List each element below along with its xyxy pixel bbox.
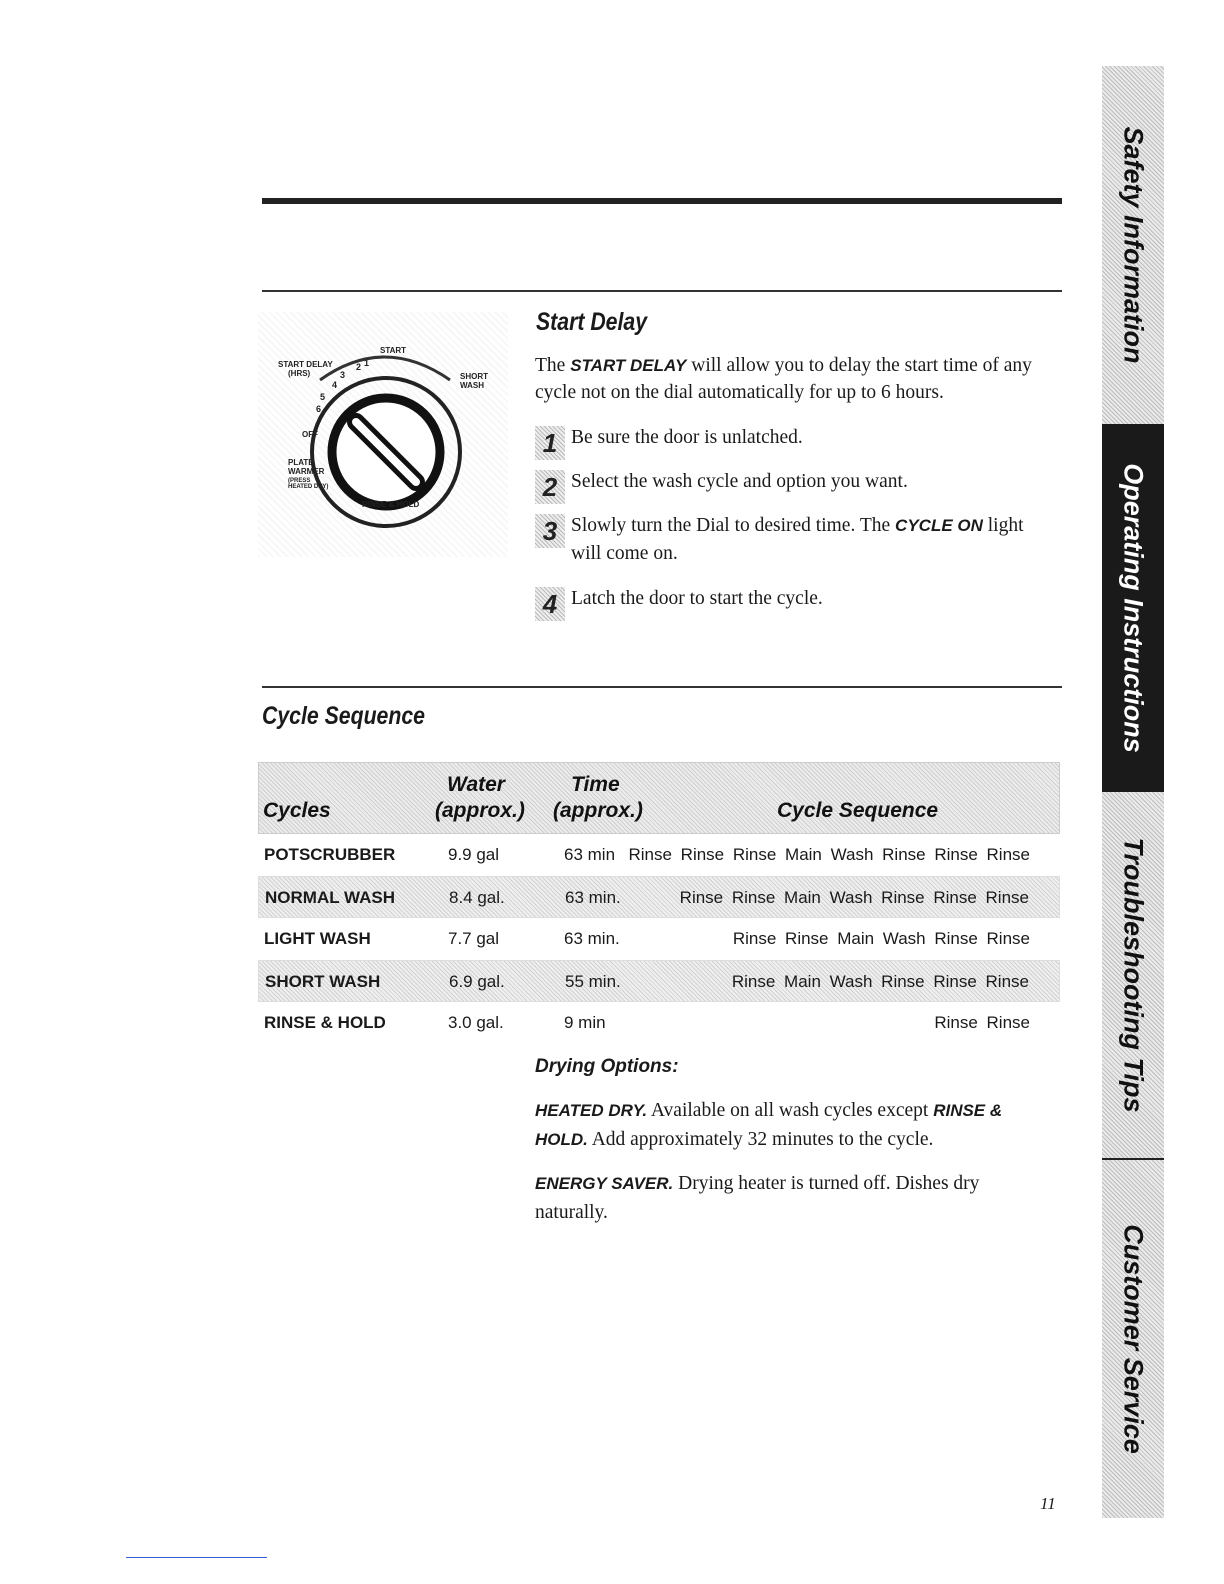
dial-off-label: OFF <box>302 430 318 439</box>
start-delay-intro: The START DELAY will allow you to delay the start time of any cycle not on the dial automatically for up to 6 hours. <box>535 355 1032 403</box>
table-row: RINSE & HOLD 3.0 gal. 9 min Rinse Rinse <box>264 1013 1030 1032</box>
table-row: LIGHT WASH 7.7 gal 63 min. Rinse Rinse Main Wash Rinse Rinse <box>264 929 1030 948</box>
heated-dry-paragraph: HEATED DRY. Available on all wash cycles except RINSE & HOLD. Add approximately 32 minutes to the cycle. <box>535 1100 1003 1150</box>
cycle-sequence-table <box>258 762 1060 1044</box>
svg-text:3: 3 <box>340 370 346 380</box>
tab-customer-service[interactable]: Customer Service <box>1102 1160 1164 1518</box>
step-2: 2 Select the wash cycle and option you want. <box>535 468 1055 496</box>
step-4: 4 Latch the door to start the cycle. <box>535 585 1055 613</box>
header-time-approx: (approx.) <box>553 799 643 822</box>
step-1: 1 Be sure the door is unlatched. <box>535 424 1055 452</box>
table-row: POTSCRUBBER 9.9 gal 63 min Rinse Rinse Rinse Main Wash Rinse Rinse Rinse <box>264 845 1030 864</box>
page-number: 11 <box>1040 1494 1056 1513</box>
dial-hrs-label: (HRS) <box>288 369 311 378</box>
svg-text:5: 5 <box>320 392 326 402</box>
drying-options-title: Drying Options: <box>535 1056 679 1077</box>
table-header <box>258 762 1060 834</box>
header-water: Water <box>447 773 505 796</box>
table-row: SHORT WASH 6.9 gal. 55 min. Rinse Main Wash Rinse Rinse Rinse <box>258 960 1060 1002</box>
dial-start-label: START <box>380 346 407 355</box>
svg-text:1: 1 <box>364 358 370 368</box>
tab-troubleshooting-tips[interactable]: Troubleshooting Tips <box>1102 792 1164 1158</box>
header-cycle-sequence: Cycle Sequence <box>777 799 939 822</box>
section-rule-2 <box>262 686 1062 688</box>
step-3: 3 Slowly turn the Dial to desired time. The CYCLE ON light will come on. <box>535 512 1055 568</box>
dial-start-delay-label: START DELAY <box>278 360 333 369</box>
top-rule <box>262 198 1062 204</box>
footer-line <box>126 1557 267 1558</box>
svg-text:6: 6 <box>316 404 322 414</box>
energy-saver-paragraph: ENERGY SAVER. Drying heater is turned off. Dishes dry naturally. <box>535 1173 980 1223</box>
header-water-approx: (approx.) <box>435 799 525 822</box>
control-dial-illustration <box>258 312 508 557</box>
tab-operating-instructions[interactable]: Operating Instructions <box>1102 424 1164 792</box>
svg-text:2: 2 <box>356 362 362 372</box>
table-row: NORMAL WASH 8.4 gal. 63 min. Rinse Rinse Main Wash Rinse Rinse Rinse <box>258 876 1060 918</box>
dial-rinse-hold-label: RINSE & HOLD <box>362 500 420 509</box>
svg-text:4: 4 <box>332 380 338 390</box>
cycle-sequence-title: Cycle Sequence <box>262 702 426 730</box>
dial-heated-dry-label: (PRESS HEATED DRY) <box>288 478 329 490</box>
step-number-1: 1 <box>535 426 565 460</box>
header-time: Time <box>571 773 620 796</box>
start-delay-title: Start Delay <box>536 308 648 336</box>
dial-plate-warmer-label: PLATE WARMER <box>288 458 325 476</box>
tab-safety-information[interactable]: Safety Information <box>1102 66 1164 424</box>
dial-short-wash-label: SHORT WASH <box>460 372 488 390</box>
step-number-4: 4 <box>535 587 565 621</box>
step-number-2: 2 <box>535 470 565 504</box>
step-number-3: 3 <box>535 514 565 548</box>
section-rule <box>262 290 1062 292</box>
header-cycles: Cycles <box>263 799 331 822</box>
